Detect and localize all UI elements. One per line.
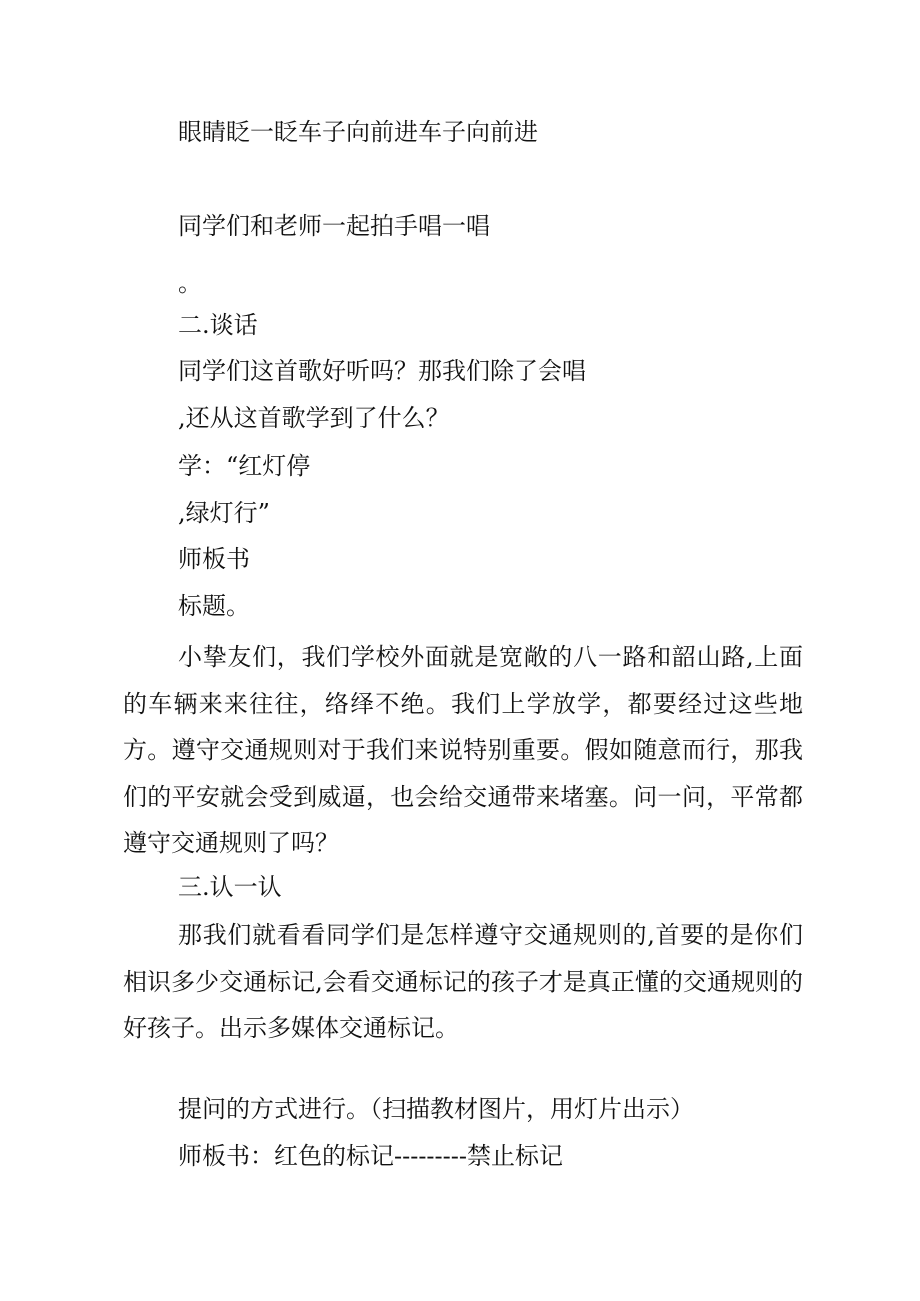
- section-heading-talk: 二.谈话: [178, 311, 258, 339]
- title-line: 标题。: [178, 592, 250, 620]
- section-heading-recognize: 三.认一认: [178, 873, 282, 901]
- sing-along-line: 同学们和老师一起拍手唱一唱: [178, 212, 490, 240]
- student-answer-line-1: 学：“红灯停: [178, 452, 311, 480]
- question-line-1: 同学们这首歌好听吗？那我们除了会唱: [178, 357, 586, 385]
- period-line: 。: [178, 269, 202, 297]
- song-lyric-line: 眼睛眨一眨车子向前进车子向前进: [178, 118, 538, 146]
- question-line-2: ,还从这首歌学到了什么？: [178, 404, 450, 432]
- traffic-signs-paragraph: 那我们就看看同学们是怎样遵守交通规则的,首要的是你们相识多少交通标记,会看交通标记的孩子才是真正懂的交通规则的好孩子。出示多媒体交通标记。: [123, 921, 803, 1043]
- teacher-board-line: 师板书: [178, 545, 250, 573]
- questioning-method-line: 提问的方式进行。（扫描教材图片，用灯片出示）: [178, 1095, 694, 1123]
- board-red-sign-line: 师板书：红色的标记---------禁止标记: [178, 1142, 563, 1170]
- traffic-rules-paragraph: 小挚友们，我们学校外面就是宽敞的八一路和韶山路,上面的车辆来来往往，络绎不绝。我们上学放学，都要经过这些地方。遵守交通规则对于我们来说特别重要。假如随意而行，那我们的平安就会受到威逼，也会给交通带来堵塞。问一问，平常都遵守交通规则了吗？: [123, 643, 803, 858]
- student-answer-line-2: ,绿灯行”: [178, 499, 270, 527]
